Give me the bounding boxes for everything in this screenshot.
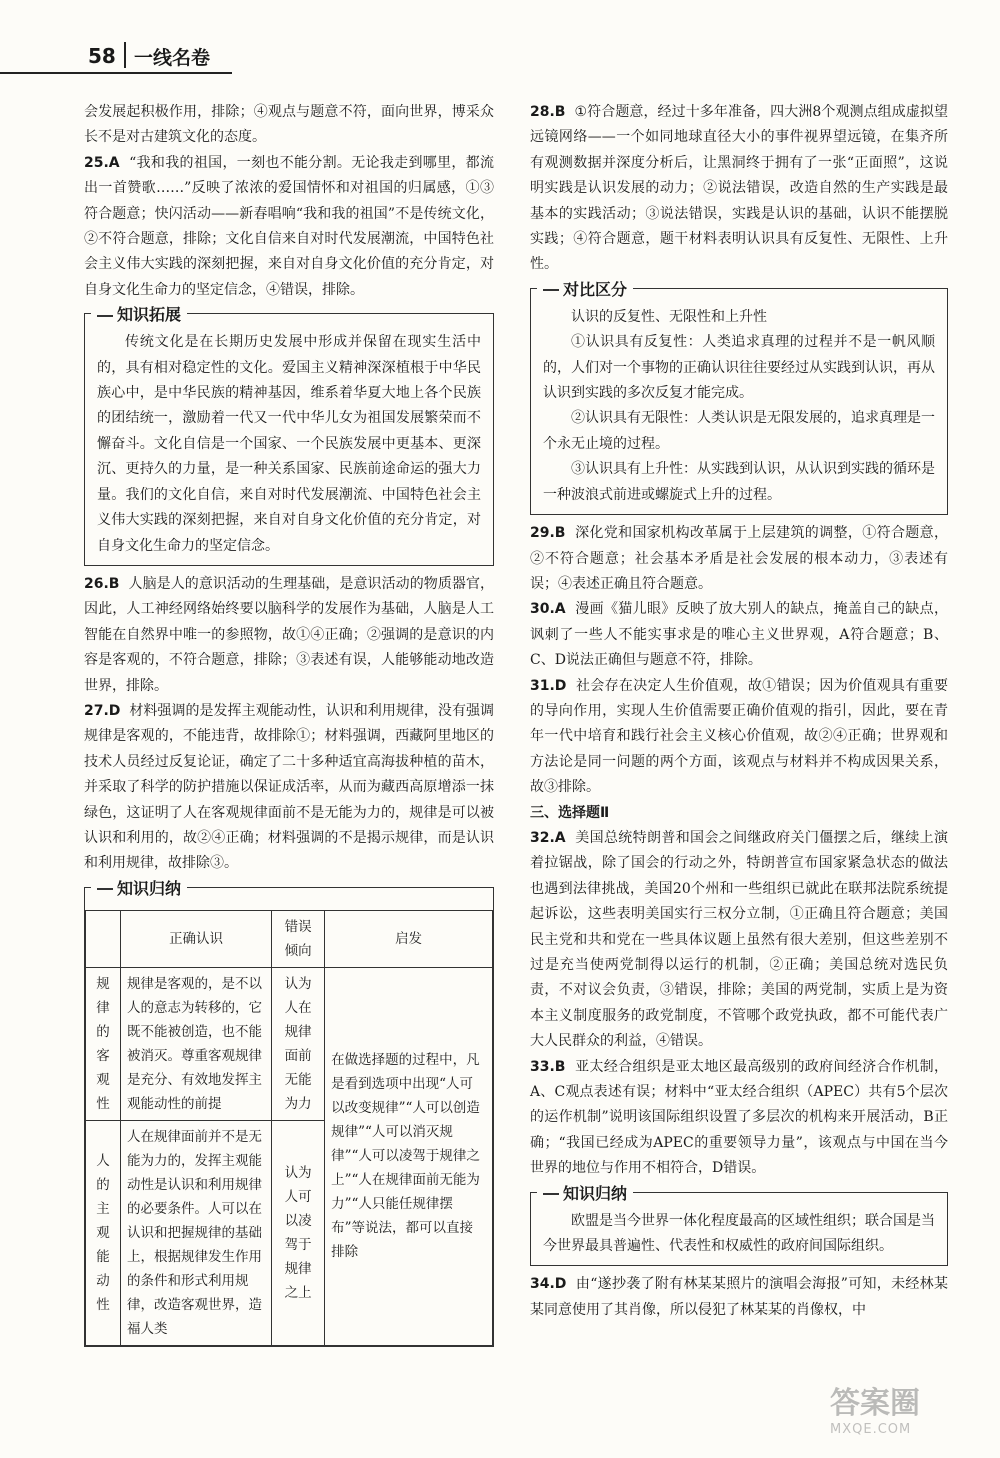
answer-26-text: 人脑是人的意识活动的生理基础，是意识活动的物质器官，因此，人工神经网络始终要以脑科学的发展作为基础，人脑是人工智能在自然界中唯一的参照物，故①④正确；②强调的是意识的内容是客观的，不符合题意，排除；③表述有误，人能够能动地改造世界，排除。 xyxy=(84,575,495,694)
watermark-logo: 答案圈 xyxy=(830,1386,920,1421)
cell-wrong-objectivity: 认为人在规律面前无能为力 xyxy=(272,967,325,1120)
answer-27-text: 材料强调的是发挥主观能动性，认识和利用规律，没有强调规律是客观的，不能违背，故排除①；材料强调，西藏阿里地区的技术人员经过反复论证，确定了二十多种适宜高海拔种植的苗木，并采取了科学的防护措施以保证成活率，从而为藏西高原增添一抹绿色，这证明了人在客观规律面前不是无能为力的，规律是可以被认识和利用的，故②④正确；材料强调的不是揭示规律，而是认识和利用规律，故排除③。 xyxy=(84,702,494,872)
book-title: 一线名卷 xyxy=(134,47,211,69)
watermark xyxy=(830,1378,970,1438)
answer-25-number: 25.A xyxy=(84,154,120,171)
knowledge-expansion-text: 传统文化是在长期历史发展中形成并保留在现实生活中的，具有相对稳定性的文化。爱国主义精神深深植根于中华民族心中，是中华民族的精神基因，维系着华夏大地上各个民族的团结统一，激励着一代又一代中华儿女为祖国发展繁荣而不懈奋斗。文化自信是一个国家、一个民族发展中更基本、更深沉、更持久的力量，是一种关系国家、民族前途命运的强大力量。我们的文化自信，来自对时代发展潮流、中国特色社会主义伟大实践的深刻把握，来自对自身文化价值的充分肯定，对自身文化生命力的坚定信念。 xyxy=(97,334,481,554)
knowledge-summary-table-box xyxy=(84,878,494,1347)
answer-24-tail: 会发展起积极作用，排除；④观点与题意不符，面向世界，博采众长不是对古建筑文化的态度。 xyxy=(84,104,494,146)
answer-30-text: 漫画《猫儿眼》反映了放大别人的缺点，掩盖自己的缺点，讽刺了一些人不能实事求是的唯心主义世界观，A符合题意；B、C、D说法正确但与题意不符，排除。 xyxy=(530,601,949,669)
answer-26 xyxy=(84,572,494,699)
header-rule xyxy=(0,72,232,74)
answer-31-number: 31.D xyxy=(530,677,567,694)
answer-28-number: 28.B xyxy=(530,104,566,120)
comparison-item-2: ②认识具有无限性：人类认识是无限发展的，追求真理是一个永无止境的过程。 xyxy=(543,410,935,452)
cell-wrong-initiative: 认为人可以凌驾于规律之上 xyxy=(272,1120,325,1345)
knowledge-expansion-box xyxy=(84,305,494,566)
left-column xyxy=(84,100,494,1353)
answer-29-number: 29.B xyxy=(530,525,566,542)
cell-enlightenment: 在做选择题的过程中，凡是看到选项中出现“人可以改变规律”“人可以创造规律”“人可以消灭规律”“人可以凌驾于规律之上”“人在规律面前无能为力”“人只能任规律摆布”等说法，都可以直接排除 xyxy=(325,967,493,1345)
table-header-row xyxy=(86,910,493,967)
answer-31-text: 社会存在决定人生价值观，故①错误；因为价值观具有重要的导向作用，实现人生价值需要正确价值观的指引，因此，要在青年一代中培育和践行社会主义核心价值观，故②④正确；世界观和方法论是同一问题的两个方面，该观点与材料并不构成因果关系，故③排除。 xyxy=(530,677,948,796)
table-header-correct: 正确认识 xyxy=(121,910,272,967)
answer-34-text: 由“遂抄袭了附有林某某照片的演唱会海报”可知，未经林某某同意使用了其肖像，所以侵犯了林某某的肖像权，中 xyxy=(530,1276,948,1318)
answer-34-number: 34.D xyxy=(530,1276,567,1293)
answer-31 xyxy=(530,674,948,801)
answer-26-number: 26.B xyxy=(84,575,120,592)
answer-28-text: ①符合题意，经过十多年准备，四大洲8个观测点组成虚拟望远镜网络——一个如同地球直径大小的事件视界望远镜，在集齐所有观测数据并深度分析后，让黑洞终于拥有了一张“正面照”，这说明实践是认识发展的动力；②说法错误，改造自然的生产实践是最基本的实践活动；③说法错误，实践是认识的基础，认识不能摆脱实践；④符合题意，题干材料表明认识具有反复性、无限性、上升性。 xyxy=(530,104,948,273)
page-header xyxy=(0,0,1000,80)
comparison-box xyxy=(530,279,948,515)
knowledge-expansion-label: 知识拓展 xyxy=(91,302,187,327)
answer-27-number: 27.D xyxy=(84,702,121,719)
answer-34 xyxy=(530,1272,948,1323)
answer-29-text: 深化党和国家机构改革属于上层建筑的调整，①符合题意，②不符合题意；社会基本矛盾是社会发展的根本动力，③表述有误；④表述正确且符合题意。 xyxy=(530,525,949,592)
knowledge-summary-text: 欧盟是当今世界一体化程度最高的区域性组织；联合国是当今世界最具普遍性、代表性和权威性的政府间国际组织。 xyxy=(543,1212,935,1255)
answer-30 xyxy=(530,597,948,673)
answer-33 xyxy=(530,1055,948,1182)
answer-32 xyxy=(530,826,948,1055)
cell-correct-initiative: 人在规律面前并不是无能为力的，发挥主观能动性是认识和利用规律的必要条件。人可以在认识和把握规律的基础上，根据规律发生作用的条件和形式利用规律，改造客观世界，造福人类 xyxy=(121,1120,272,1345)
table-header-blank xyxy=(86,910,121,967)
cell-correct-objectivity: 规律是客观的，是不以人的意志为转移的，它既不能被创造，也不能被消灭。尊重客观规律是充分、有效地发挥主观能动性的前提 xyxy=(121,967,272,1120)
comparison-title: 认识的反复性、无限性和上升性 xyxy=(571,308,767,325)
header-divider xyxy=(124,42,126,68)
table-row xyxy=(86,967,493,1120)
right-column xyxy=(530,100,948,1323)
answer-33-text: 亚太经合组织是亚太地区最高级别的政府间经济合作机制，A、C观点表述有误；材料中“亚太经合组织（APEC）共有5个层次的运作机制”说明该国际组织设置了多层次的机构来开展活动，B正确；“我国已经成为APEC的重要领导力量”，该观点与中国在当今世界的地位与作用不相符合，D错误。 xyxy=(530,1058,949,1177)
table-header-wrong: 错误倾向 xyxy=(272,910,325,967)
answer-28 xyxy=(530,100,948,278)
answer-30-number: 30.A xyxy=(530,601,566,618)
knowledge-summary-label-2: 知识归纳 xyxy=(537,1181,633,1206)
knowledge-summary-box xyxy=(530,1183,948,1267)
comparison-label: 对比区分 xyxy=(537,277,633,302)
answer-32-text: 美国总统特朗普和国会之间继政府关门僵摆之后，继续上演着拉锯战，除了国会的行动之外，特朗普宣布国家紧急状态的做法也遇到法律挑战，美国20个州和一些组织已就此在联邦法院系统提起诉讼，这些表明美国实行三权分立制，①正确且符合题意；美国民主党和共和党在一些具体议题上虽然有很大差别，但这些差别不过是充当使两党制得以运行的机制，②正确；美国总统对选民负责，不对议会负责，③错误，排除；美国的两党制，实质上是为资本主义制度服务的政党制度，不管哪个政党执政，都不可能代表广大人民群众的利益，④错误。 xyxy=(530,829,949,1050)
row-head-initiative: 人的主观能动性 xyxy=(86,1120,121,1345)
answer-25-text: “我和我的祖国，一刻也不能分割。无论我走到哪里，都流出一首赞歌……”反映了浓浓的爱国情怀和对祖国的归属感，①③符合题意；快闪活动——新春唱响“我和我的祖国”不是传统文化，②不符合题意，排除；文化自信来自对时代发展潮流，中国特色社会主义伟大实践的深刻把握，来自对自身文化价值的充分肯定，对自身文化生命力的坚定信念，④错误，排除。 xyxy=(84,154,494,298)
answer-25 xyxy=(84,151,494,303)
answer-29 xyxy=(530,521,948,597)
knowledge-summary-label: 知识归纳 xyxy=(91,876,187,901)
knowledge-summary-table xyxy=(85,910,493,1346)
comparison-item-1: ①认识具有反复性：人类追求真理的过程并不是一帆风顺的，人们对一个事物的正确认识往往要经过从实践到认识，再从认识到实践的多次反复才能完成。 xyxy=(543,334,935,402)
answer-33-number: 33.B xyxy=(530,1058,566,1075)
comparison-item-3: ③认识具有上升性：从实践到认识，从认识到实践的循环是一种波浪式前进或螺旋式上升的过程。 xyxy=(543,461,935,503)
answer-32-number: 32.A xyxy=(530,829,566,846)
page-number: 58 xyxy=(88,44,116,68)
row-head-objectivity: 规律的客观性 xyxy=(86,967,121,1120)
watermark-site: MXQE.COM xyxy=(830,1422,912,1437)
table-header-enlightenment: 启发 xyxy=(325,910,493,967)
answer-27 xyxy=(84,699,494,877)
section-heading: 三、选择题Ⅱ xyxy=(530,804,610,821)
